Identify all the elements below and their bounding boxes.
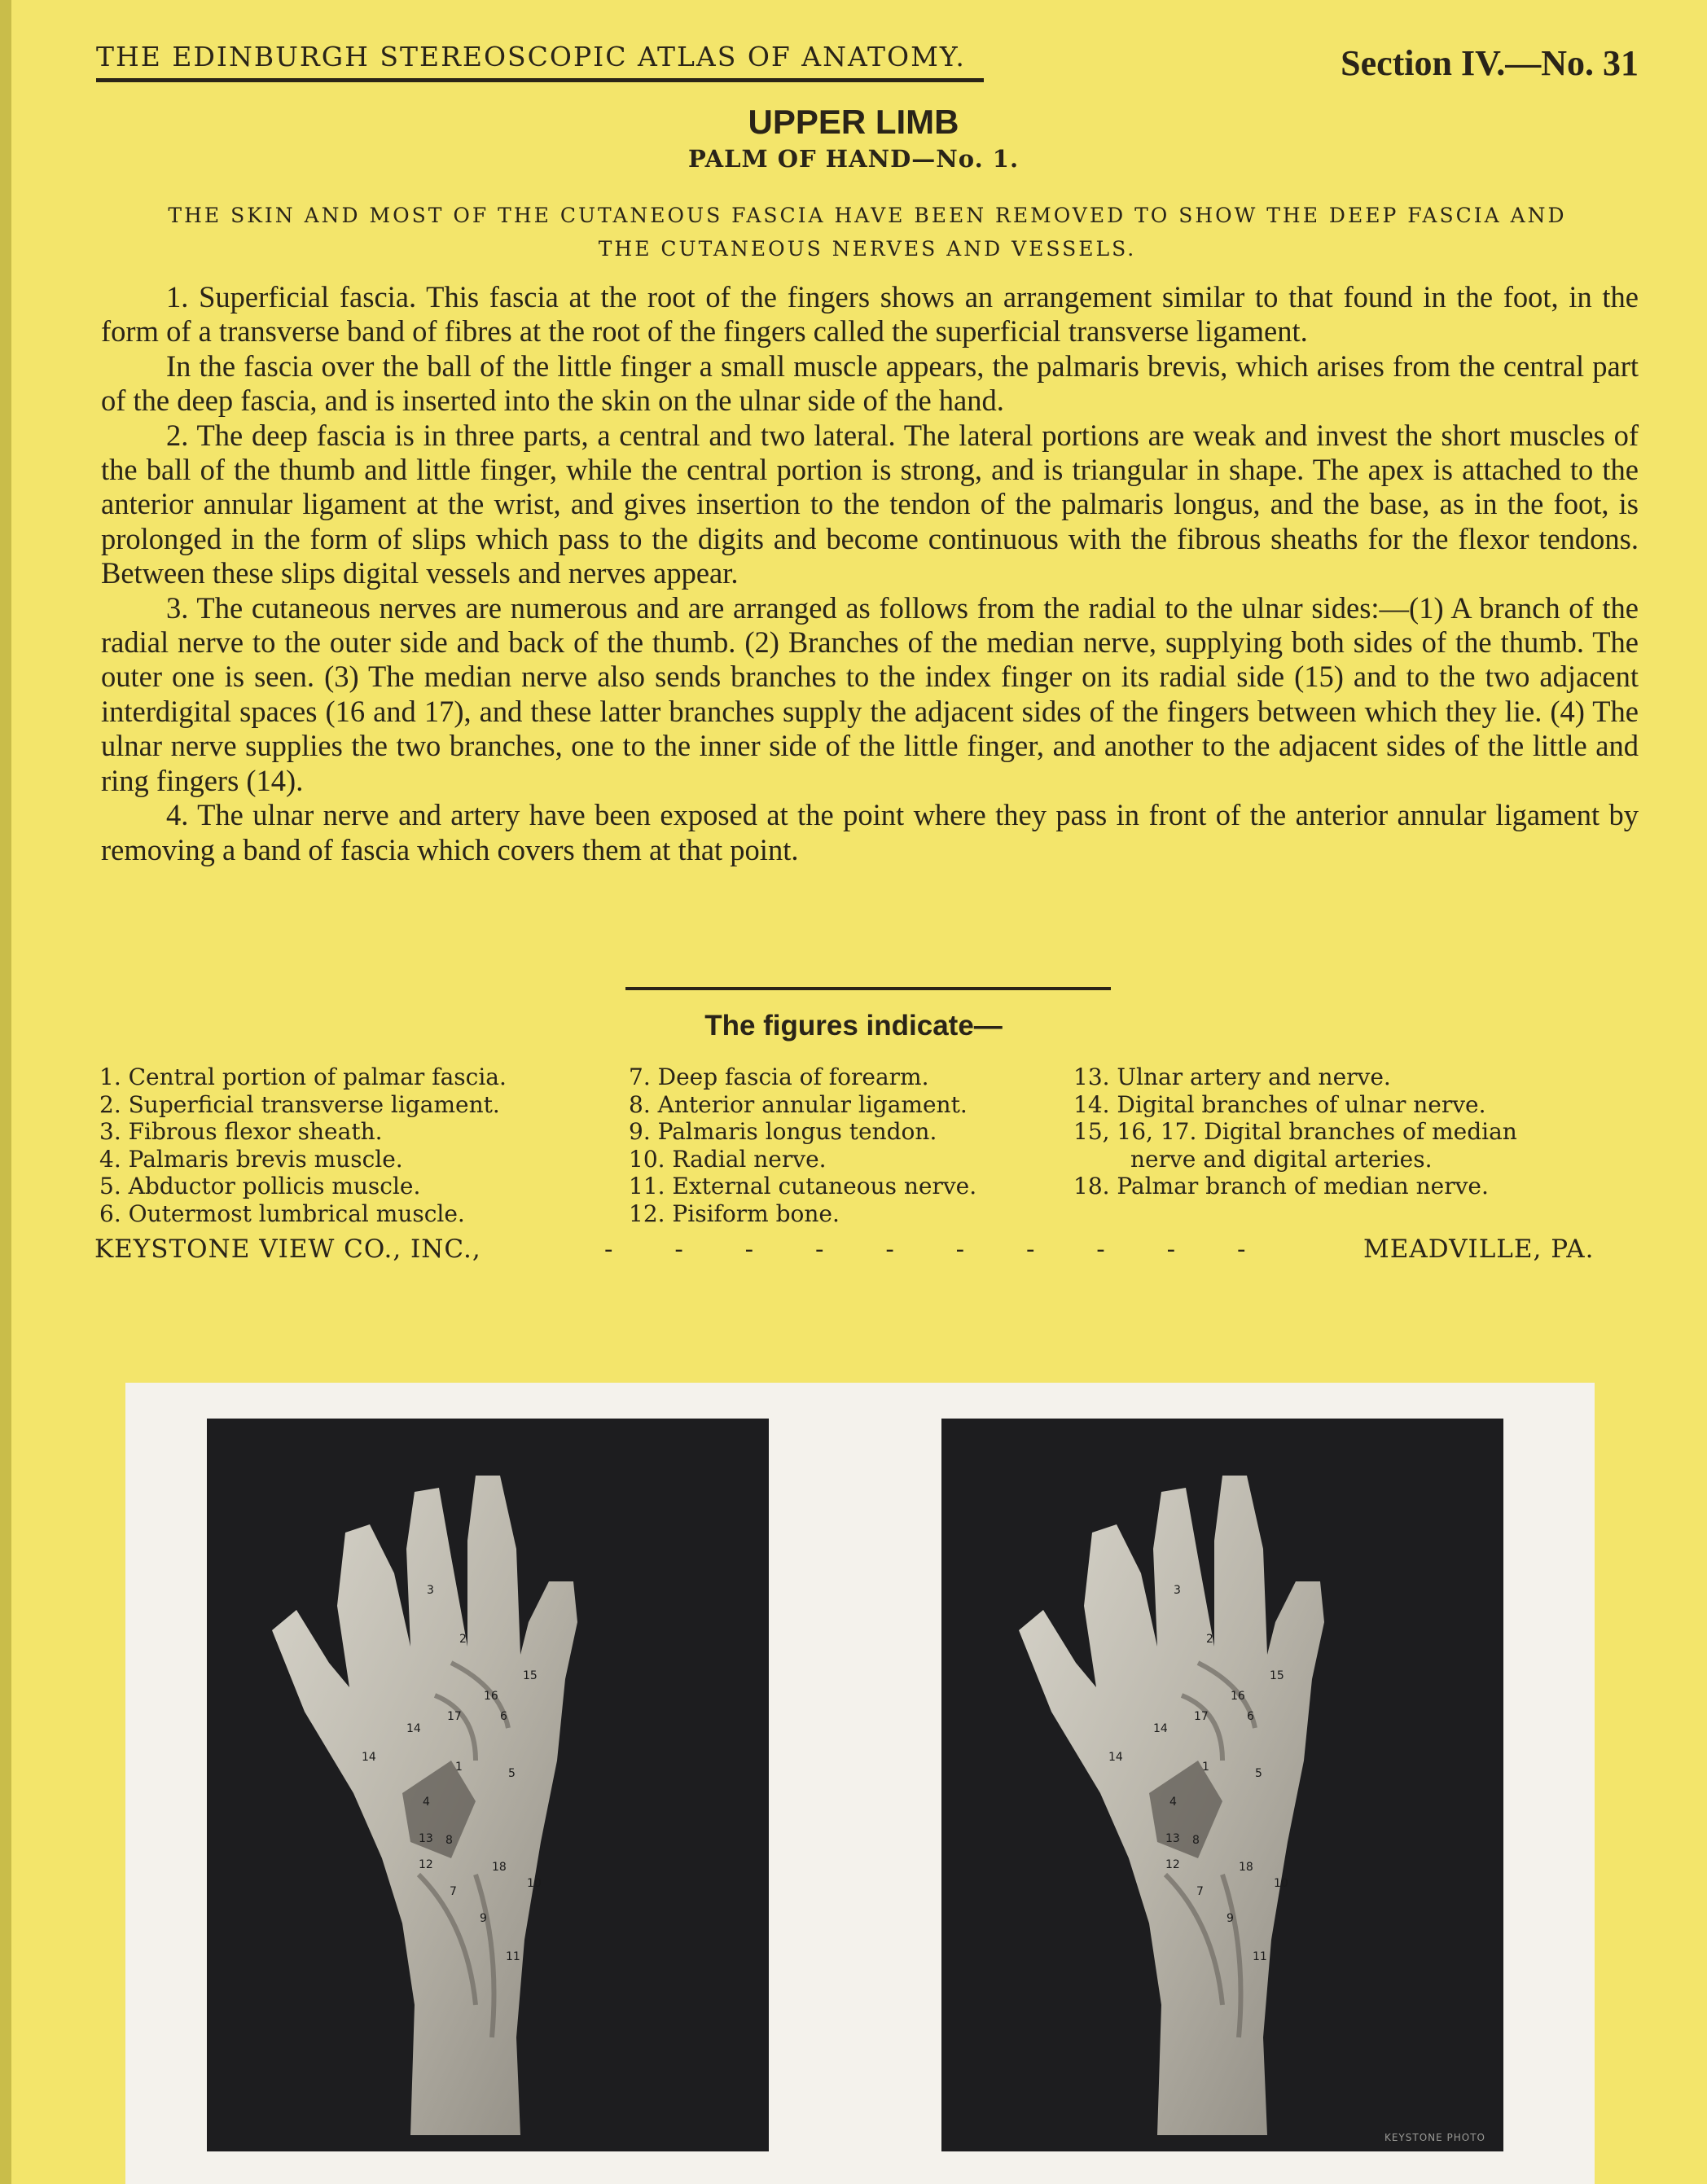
figure-label: 13	[1165, 1832, 1180, 1845]
legend-item: 9. Palmaris longus tendon.	[629, 1118, 937, 1146]
figure-label: 6	[1247, 1710, 1254, 1723]
figure-label: 15	[523, 1669, 538, 1682]
atlas-title: THE EDINBURGH STEREOSCOPIC ATLAS OF ANATOMY.	[96, 41, 966, 72]
legend-item: 6. Outermost lumbrical muscle.	[99, 1199, 465, 1227]
figure-label: 2	[459, 1633, 467, 1646]
section-number: Section IV.—No. 31	[1341, 43, 1639, 83]
page-subtitle: PALM OF HAND—No. 1.	[687, 145, 1020, 173]
figure-label: 14	[362, 1751, 376, 1764]
legend-item: 13. Ulnar artery and nerve.	[1073, 1063, 1391, 1090]
figures-heading: The figures indicate—	[704, 1010, 1003, 1042]
legend-item: 18. Palmar branch of median nerve.	[1073, 1173, 1489, 1200]
figure-label: 6	[500, 1710, 507, 1723]
legend-item: 12. Pisiform bone.	[629, 1199, 840, 1227]
figure-label: 7	[450, 1885, 457, 1898]
figure-label: 15	[1270, 1669, 1284, 1682]
figure-label: 14	[1153, 1722, 1168, 1735]
figure-label: 5	[508, 1767, 516, 1780]
paragraph-1: 1. Superficial fascia. This fascia at the root of the fingers shows an arrangement similar to that found in the foot, in the form of a transverse band of fibres at the root of the fingers called the superficial transverse ligament.	[101, 280, 1639, 349]
description-text	[101, 280, 1639, 867]
card-edge	[0, 0, 11, 2184]
figure-label: 9	[1226, 1912, 1234, 1925]
figure-label: 5	[1255, 1767, 1262, 1780]
publisher-location: MEADVILLE, PA.	[1363, 1235, 1595, 1264]
figure-label: 14	[406, 1722, 421, 1735]
legend-item: 8. Anterior annular ligament.	[629, 1090, 968, 1118]
figure-label: 10	[1274, 1877, 1288, 1890]
legend-item: 4. Palmaris brevis muscle.	[99, 1145, 403, 1173]
figure-label: 12	[1165, 1858, 1180, 1871]
figure-label: 1	[455, 1761, 463, 1774]
figure-label: 4	[423, 1796, 430, 1809]
page-title: UPPER LIMB	[748, 103, 959, 141]
figure-label: 11	[506, 1950, 520, 1963]
paragraph-3: 2. The deep fascia is in three parts, a central and two lateral. The lateral portions are weak and invest the short muscles of the ball of the thumb and little finger, while the central portion is strong, and is triangular in shape. The apex is attached to the anterior annular ligament at the wrist, and gives insertion to the tendon of the palmaris longus, and the base, as in the foot, is prolonged in the form of slips which pass to the digits and become continuous with the fibrous sheaths for the flexor tendons. Between these slips digital vessels and nerves appear.	[101, 418, 1639, 590]
legend-item: 5. Abductor pollicis muscle.	[99, 1173, 421, 1200]
hand-photo	[941, 1419, 1503, 2151]
legend-item: 7. Deep fascia of forearm.	[629, 1063, 929, 1090]
legend-column-2	[629, 1063, 976, 1228]
legend-item: 10. Radial nerve.	[629, 1145, 827, 1173]
figure-label: 1	[1202, 1761, 1209, 1774]
figure-label: 17	[1194, 1710, 1209, 1723]
paragraph-4: 3. The cutaneous nerves are numerous and are arranged as follows from the radial to the ulnar sides:—(1) A branch of the radial nerve to the outer side and back of the thumb. (2) Branches of the median nerve, supplying both sides of the thumb. The outer one is seen. (3) The median nerve also sends branches to the index finger on its radial side (15) and to the two adjacent interdigital spaces (16 and 17), and these latter branches supply the adjacent sides of the fingers between which they lie. (4) The ulnar nerve supplies the two branches, one to the inner side of the little finger, and another to the adjacent sides of the little and ring fingers (14).	[101, 590, 1639, 797]
figure-label: 12	[419, 1858, 433, 1871]
figure-label: 7	[1196, 1885, 1204, 1898]
paragraph-2: In the fascia over the ball of the little finger a small muscle appears, the palmaris brevis, which arises from the central part of the deep fascia, and is inserted into the skin on the ulnar side of the hand.	[101, 349, 1639, 418]
figure-label: 3	[1174, 1584, 1181, 1597]
stereo-photo-right	[941, 1419, 1503, 2151]
figure-label: 18	[1239, 1861, 1253, 1874]
legend-item: 3. Fibrous flexor sheath.	[99, 1118, 383, 1146]
figure-label: 2	[1206, 1633, 1213, 1646]
figure-label: 18	[492, 1861, 507, 1874]
legend-item: 1. Central portion of palmar fascia.	[99, 1063, 507, 1090]
publisher: KEYSTONE VIEW CO., INC.,	[94, 1235, 481, 1264]
legend-item: nerve and digital arteries.	[1130, 1145, 1433, 1173]
legend-item: 15, 16, 17. Digital branches of median	[1073, 1118, 1517, 1146]
figure-label: 4	[1169, 1796, 1177, 1809]
footer-dashes: - - - - - - - - - -	[604, 1235, 1273, 1264]
figure-label: 16	[484, 1690, 498, 1703]
figure-label: 3	[427, 1584, 434, 1597]
figure-label: 9	[480, 1912, 487, 1925]
figure-label: 13	[419, 1832, 433, 1845]
figure-label: 14	[1108, 1751, 1123, 1764]
header-rule	[96, 78, 984, 82]
legend-item: 11. External cutaneous nerve.	[629, 1173, 977, 1200]
figure-label: 8	[1192, 1834, 1200, 1847]
photo-credit: KEYSTONE PHOTO	[1384, 2132, 1485, 2143]
legend-item: 14. Digital branches of ulnar nerve.	[1073, 1090, 1486, 1118]
legend-item: 2. Superficial transverse ligament.	[99, 1090, 500, 1118]
figure-label: 11	[1253, 1950, 1267, 1963]
legend-column-1	[99, 1063, 507, 1228]
legend-column-3	[1073, 1063, 1517, 1200]
figure-label: 16	[1231, 1690, 1245, 1703]
intro-caption: THE SKIN AND MOST OF THE CUTANEOUS FASCIA HAVE BEEN REMOVED TO SHOW THE DEEP FASCIA AND THE CUTANEOUS NERVES AND VESSELS.	[168, 204, 1567, 261]
figure-label: 17	[447, 1710, 462, 1723]
divider	[625, 987, 1111, 990]
figure-label: 10	[527, 1877, 542, 1890]
paragraph-5: 4. The ulnar nerve and artery have been exposed at the point where they pass in front of the anterior annular ligament by removing a band of fascia which covers them at that point.	[101, 798, 1639, 866]
figure-label: 8	[445, 1834, 453, 1847]
stereo-photo-left	[207, 1419, 769, 2151]
stereo-card	[125, 1383, 1595, 2184]
hand-photo	[207, 1419, 769, 2151]
